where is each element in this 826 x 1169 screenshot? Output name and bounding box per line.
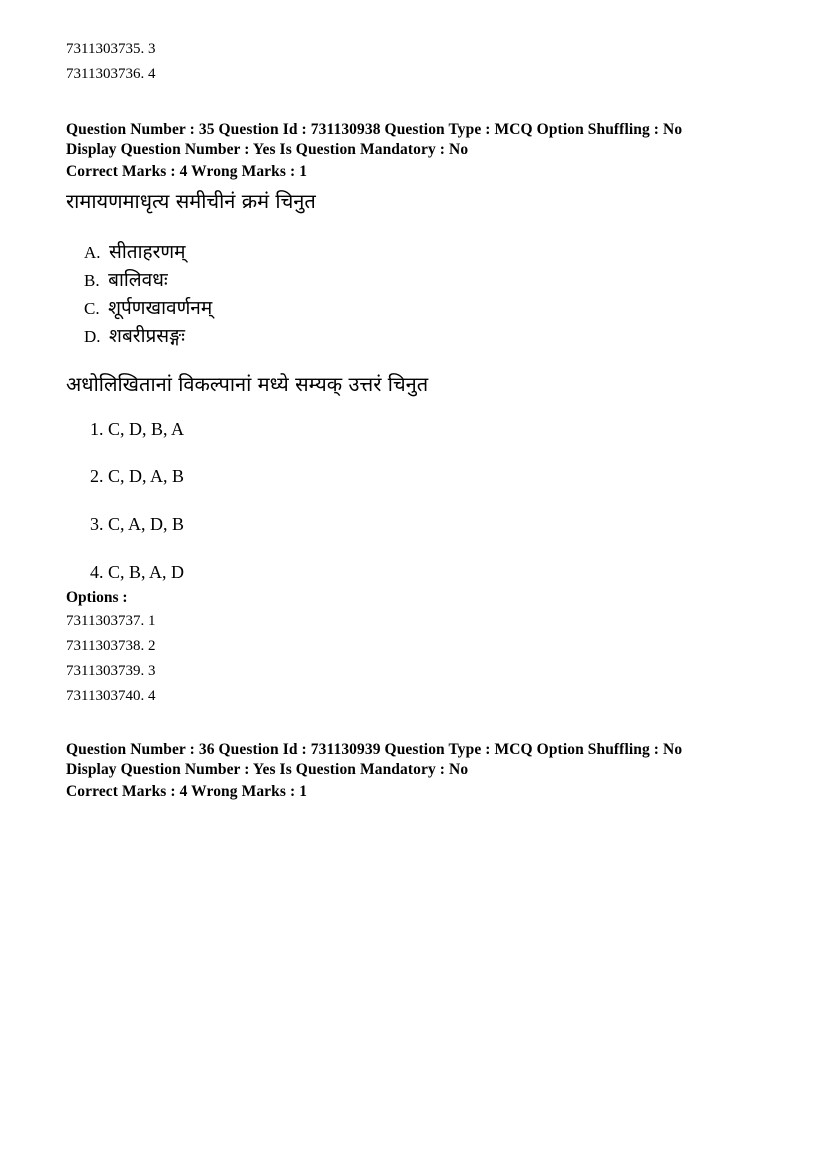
- options-label: Options :: [66, 589, 128, 606]
- list-item: [84, 294, 212, 320]
- option-row: [66, 66, 155, 83]
- question-meta-line: Question Number : 36 Question Id : 731130939 Question Type : MCQ Option Shuffling : No: [66, 741, 683, 758]
- item-label: A.: [84, 243, 101, 262]
- option-value: 3: [147, 663, 156, 679]
- option-row: [66, 663, 155, 680]
- answer-choice: 2. C, D, A, B: [90, 466, 185, 486]
- option-id: 7311303736.: [66, 66, 145, 82]
- option-value: 2: [147, 638, 156, 654]
- option-id: 7311303739.: [66, 663, 145, 679]
- item-text: बालिवधः: [108, 269, 168, 291]
- question-meta-line: Display Question Number : Yes Is Question Mandatory : No: [66, 141, 469, 158]
- option-row: [66, 638, 155, 655]
- option-row: [66, 613, 155, 630]
- question-meta-line: Question Number : 35 Question Id : 731130938 Question Type : MCQ Option Shuffling : No: [66, 121, 683, 138]
- answer-choice: 1. C, D, B, A: [90, 419, 185, 439]
- item-label: D.: [84, 327, 101, 346]
- item-label: C.: [84, 299, 100, 318]
- item-text: सीताहरणम्: [109, 241, 186, 263]
- option-row: [66, 688, 155, 705]
- answer-choice: 4. C, B, A, D: [90, 562, 185, 582]
- option-id: 7311303737.: [66, 613, 145, 629]
- item-label: B.: [84, 271, 100, 290]
- option-id: 7311303735.: [66, 41, 145, 57]
- question-meta-line: Display Question Number : Yes Is Question Mandatory : No: [66, 761, 469, 778]
- option-value: 4: [147, 688, 156, 704]
- question-text: रामायणमाधृत्य समीचीनं क्रमं चिनुत: [66, 189, 316, 213]
- marks-line: Correct Marks : 4 Wrong Marks : 1: [66, 163, 308, 180]
- option-id: 7311303738.: [66, 638, 145, 654]
- option-value: 1: [147, 613, 156, 629]
- marks-line: Correct Marks : 4 Wrong Marks : 1: [66, 783, 308, 800]
- instruction-text: अधोलिखितानां विकल्पानां मध्ये सम्यक् उत्तरं चिनुत: [66, 372, 429, 396]
- list-item: [84, 266, 168, 292]
- option-value: 4: [147, 66, 156, 82]
- option-value: 3: [147, 41, 156, 57]
- item-text: शबरीप्रसङ्गः: [109, 325, 186, 347]
- list-item: [84, 238, 186, 264]
- answer-choice: 3. C, A, D, B: [90, 514, 185, 534]
- option-row: [66, 41, 155, 58]
- item-text: शूर्पणखावर्णनम्: [108, 297, 213, 319]
- list-item: [84, 322, 185, 348]
- option-id: 7311303740.: [66, 688, 145, 704]
